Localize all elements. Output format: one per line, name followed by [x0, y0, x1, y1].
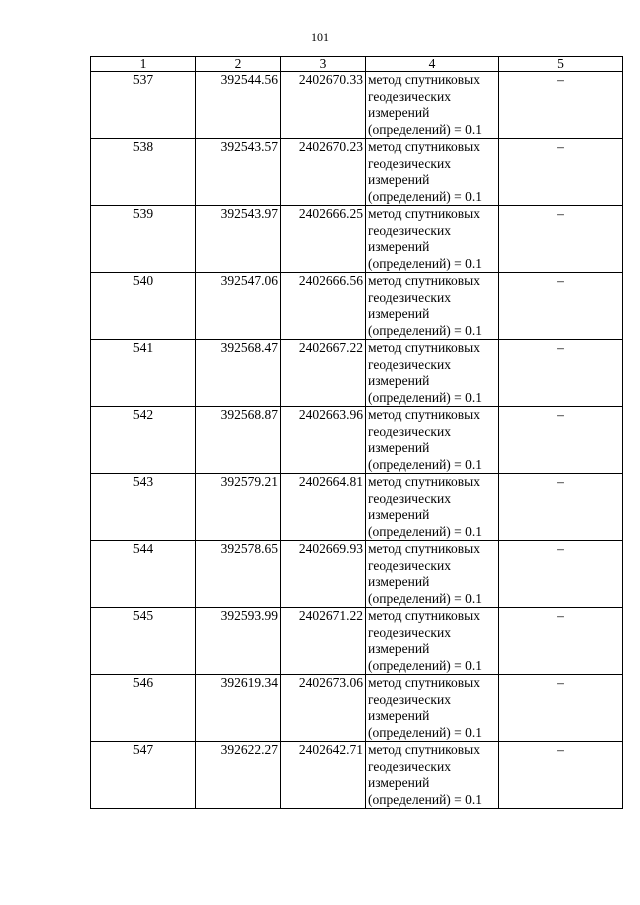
table-row: [91, 273, 623, 340]
cell-coordinate-y: 2402642.71: [281, 742, 366, 809]
cell-coordinate-x: 392547.06: [196, 273, 281, 340]
column-header-1: 1: [91, 57, 196, 72]
cell-point-number: 545: [91, 608, 196, 675]
cell-note: –: [499, 206, 623, 273]
cell-note: –: [499, 742, 623, 809]
table-header-row: [91, 57, 623, 72]
cell-method: метод спутниковых геодезических измерений (определений) = 0.1: [366, 340, 499, 407]
cell-method: метод спутниковых геодезических измерений (определений) = 0.1: [366, 675, 499, 742]
table-row: [91, 541, 623, 608]
cell-point-number: 539: [91, 206, 196, 273]
cell-coordinate-x: 392568.47: [196, 340, 281, 407]
cell-point-number: 547: [91, 742, 196, 809]
cell-method: метод спутниковых геодезических измерений (определений) = 0.1: [366, 541, 499, 608]
cell-coordinate-y: 2402671.22: [281, 608, 366, 675]
cell-note: –: [499, 340, 623, 407]
cell-coordinate-y: 2402669.93: [281, 541, 366, 608]
table-row: [91, 139, 623, 206]
cell-method: метод спутниковых геодезических измерений (определений) = 0.1: [366, 139, 499, 206]
cell-coordinate-x: 392579.21: [196, 474, 281, 541]
cell-point-number: 544: [91, 541, 196, 608]
table-body: [91, 72, 623, 809]
cell-point-number: 540: [91, 273, 196, 340]
cell-method: метод спутниковых геодезических измерений (определений) = 0.1: [366, 72, 499, 139]
cell-coordinate-x: 392543.97: [196, 206, 281, 273]
cell-point-number: 541: [91, 340, 196, 407]
cell-point-number: 546: [91, 675, 196, 742]
page-number: 101: [311, 30, 329, 44]
cell-method: метод спутниковых геодезических измерений (определений) = 0.1: [366, 608, 499, 675]
cell-note: –: [499, 407, 623, 474]
table-row: [91, 742, 623, 809]
cell-note: –: [499, 541, 623, 608]
cell-note: –: [499, 675, 623, 742]
table-row: [91, 675, 623, 742]
column-header-5: 5: [499, 57, 623, 72]
column-header-2: 2: [196, 57, 281, 72]
cell-method: метод спутниковых геодезических измерений (определений) = 0.1: [366, 206, 499, 273]
table-row: [91, 407, 623, 474]
cell-coordinate-y: 2402666.25: [281, 206, 366, 273]
cell-coordinate-x: 392568.87: [196, 407, 281, 474]
cell-method: метод спутниковых геодезических измерений (определений) = 0.1: [366, 273, 499, 340]
cell-coordinate-y: 2402673.06: [281, 675, 366, 742]
cell-coordinate-x: 392544.56: [196, 72, 281, 139]
cell-coordinate-x: 392622.27: [196, 742, 281, 809]
table-row: [91, 72, 623, 139]
cell-coordinate-y: 2402670.23: [281, 139, 366, 206]
cell-coordinate-y: 2402663.96: [281, 407, 366, 474]
cell-note: –: [499, 273, 623, 340]
cell-method: метод спутниковых геодезических измерений (определений) = 0.1: [366, 474, 499, 541]
cell-coordinate-x: 392593.99: [196, 608, 281, 675]
table-row: [91, 206, 623, 273]
cell-method: метод спутниковых геодезических измерений (определений) = 0.1: [366, 742, 499, 809]
cell-coordinate-x: 392578.65: [196, 541, 281, 608]
table-row: [91, 608, 623, 675]
table-row: [91, 340, 623, 407]
cell-note: –: [499, 139, 623, 206]
table-row: [91, 474, 623, 541]
cell-coordinate-x: 392543.57: [196, 139, 281, 206]
cell-point-number: 537: [91, 72, 196, 139]
cell-coordinate-y: 2402666.56: [281, 273, 366, 340]
column-header-4: 4: [366, 57, 499, 72]
cell-note: –: [499, 72, 623, 139]
cell-note: –: [499, 608, 623, 675]
cell-coordinate-y: 2402667.22: [281, 340, 366, 407]
cell-coordinate-y: 2402664.81: [281, 474, 366, 541]
cell-coordinate-y: 2402670.33: [281, 72, 366, 139]
cell-point-number: 543: [91, 474, 196, 541]
cell-point-number: 542: [91, 407, 196, 474]
cell-point-number: 538: [91, 139, 196, 206]
column-header-3: 3: [281, 57, 366, 72]
cell-coordinate-x: 392619.34: [196, 675, 281, 742]
cell-note: –: [499, 474, 623, 541]
coordinates-table: [90, 56, 623, 809]
cell-method: метод спутниковых геодезических измерений (определений) = 0.1: [366, 407, 499, 474]
